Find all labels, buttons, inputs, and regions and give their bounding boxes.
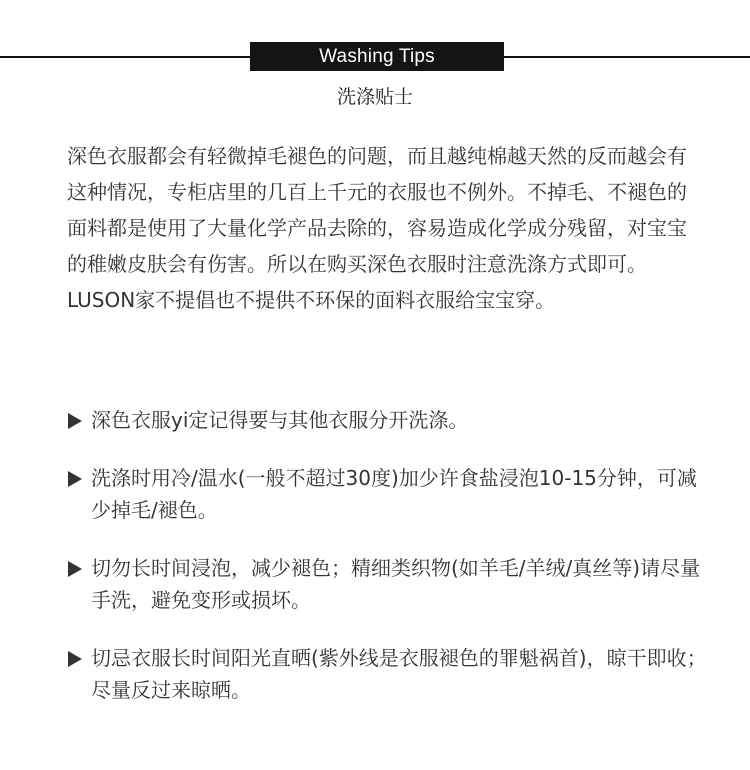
intro-paragraph: 深色衣服都会有轻微掉毛褪色的问题，而且越纯棉越天然的反而越会有这种情况，专柜店里的几百上千元的衣服也不例外。不掉毛、不褪色的面料都是使用了大量化学产品去除的，容易造成化学成分残留，对宝宝的稚嫩皮肤会有伤害。所以在购买深色衣服时注意洗涤方式即可。LUSON家不提倡也不提供不环保的面料衣服给宝宝穿。 [67,144,687,312]
triangle-right-icon [68,471,82,487]
title-divider-right [504,56,750,58]
tip-text: 切忌衣服长时间阳光直晒(紫外线是衣服褪色的罪魁祸首)，晾干即收；尽量反过来晾晒。 [91,646,707,702]
page-title: Washing Tips [250,42,504,71]
tip-item [67,642,707,706]
triangle-right-icon [68,413,82,429]
tip-text: 深色衣服yi定记得要与其他衣服分开洗涤。 [91,408,469,432]
tip-text: 切勿长时间浸泡，减少褪色；精细类织物(如羊毛/羊绒/真丝等)请尽量手洗，避免变形或损坏。 [91,556,701,612]
tip-item [67,404,707,436]
title-banner [0,42,750,71]
triangle-right-icon [68,561,82,577]
tip-item [67,552,707,616]
tip-text: 洗涤时用冷/温水(一般不超过30度)加少许食盐浸泡10-15分钟，可减少掉毛/褪色。 [91,466,697,522]
page-subtitle: 洗涤贴士 [336,86,413,108]
triangle-right-icon [68,651,82,667]
tips-list [67,404,707,732]
title-divider-left [0,56,250,58]
tip-item [67,462,707,526]
